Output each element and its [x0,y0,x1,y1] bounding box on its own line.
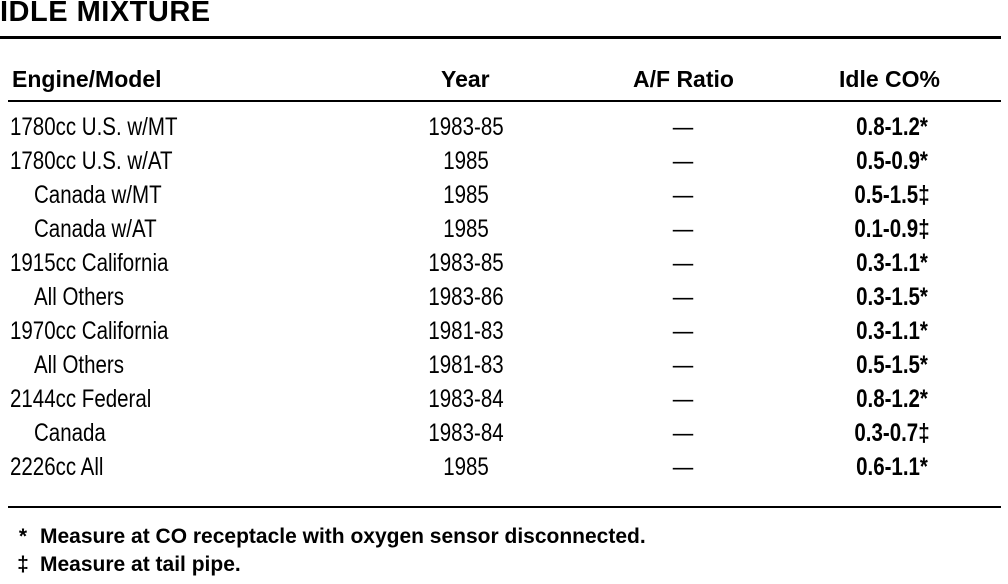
cell-year-text: 1983-85 [428,113,504,141]
table-row [0,246,1008,280]
cell-idle-co-text: 0.5-0.9* [856,147,928,175]
cell-af-ratio-text: — [672,385,694,413]
table-row [0,416,1008,450]
cell-idle-co-text: 0.5-1.5* [856,351,928,379]
table-row [0,382,1008,416]
cell-idle-co-text: 0.3-1.1* [856,249,928,277]
footnote-co-receptacle [12,523,646,551]
cell-engine-model: 2144cc Federal [10,385,152,413]
cell-engine-model: 1915cc California [10,249,169,277]
cell-engine-model: Canada [34,419,106,447]
cell-idle-co-text: 0.3-1.1* [856,317,928,345]
double-dagger-symbol: ‡ [17,553,29,576]
cell-idle-co-text: 0.8-1.2* [856,113,928,141]
table-row [0,212,1008,246]
header-idle-co: Idle CO% [839,66,940,92]
table-row [0,110,1008,144]
cell-engine-model: 2226cc All [10,453,104,481]
cell-engine-model: All Others [34,283,125,311]
cell-year-text: 1985 [443,147,489,175]
cell-af-ratio-text: — [672,317,694,345]
cell-af-ratio-text: — [672,113,694,141]
table-row [0,178,1008,212]
cell-engine-model: All Others [34,351,125,379]
cell-idle-co-text: 0.8-1.2* [856,385,928,413]
cell-engine-model: 1780cc U.S. w/AT [10,147,173,175]
table-row [0,144,1008,178]
header-year: Year [441,66,490,92]
table-row [0,450,1008,484]
footnote-tail-pipe [12,551,646,579]
cell-idle-co-text: 0.3-0.7‡ [854,419,930,447]
cell-year-text: 1985 [443,215,489,243]
table-row [0,314,1008,348]
title-rule [0,36,1001,39]
cell-idle-co-text: 0.6-1.1* [856,453,928,481]
cell-year-text: 1983-84 [428,419,504,447]
cell-engine-model: 1970cc California [10,317,169,345]
footnote-text: Measure at CO receptacle with oxygen sensor disconnected. [40,525,646,548]
header-af-ratio: A/F Ratio [633,66,734,92]
table-row [0,280,1008,314]
cell-idle-co-text: 0.1-0.9‡ [854,215,930,243]
cell-year-text: 1983-85 [428,249,504,277]
asterisk-symbol: * [18,525,28,548]
cell-engine-model: 1780cc U.S. w/MT [10,113,178,141]
footnotes [12,523,646,579]
table-body [0,110,1008,484]
cell-year-text: 1981-83 [428,351,504,379]
cell-af-ratio-text: — [672,147,694,175]
cell-af-ratio-text: — [672,181,694,209]
cell-engine-model: Canada w/MT [34,181,162,209]
page-title: IDLE MIXTURE [0,0,211,28]
cell-year-text: 1981-83 [428,317,504,345]
table-bottom-rule [8,506,1001,508]
footnote-text: Measure at tail pipe. [40,553,241,576]
cell-af-ratio-text: — [672,453,694,481]
header-rule [8,100,1001,102]
cell-year-text: 1985 [443,181,489,209]
cell-engine-model: Canada w/AT [34,215,157,243]
header-engine-model: Engine/Model [12,66,162,92]
cell-year-text: 1985 [443,453,489,481]
cell-year-text: 1983-86 [428,283,504,311]
cell-year-text: 1983-84 [428,385,504,413]
cell-af-ratio-text: — [672,419,694,447]
cell-af-ratio-text: — [672,283,694,311]
cell-idle-co-text: 0.5-1.5‡ [854,181,930,209]
cell-idle-co-text: 0.3-1.5* [856,283,928,311]
cell-af-ratio-text: — [672,351,694,379]
cell-af-ratio-text: — [672,215,694,243]
table-row [0,348,1008,382]
cell-af-ratio-text: — [672,249,694,277]
